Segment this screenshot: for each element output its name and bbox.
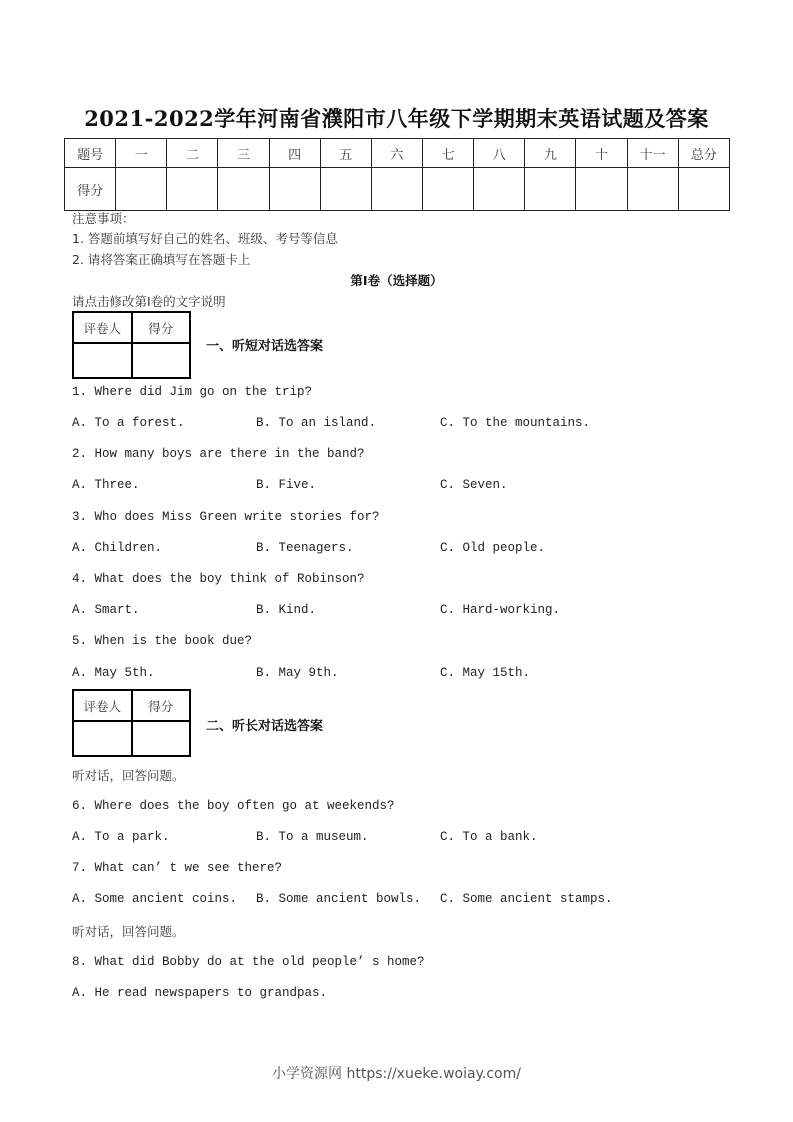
score-cell <box>422 168 473 211</box>
grader-reviewer-cell <box>73 721 132 756</box>
option-a: A. Three. <box>72 478 140 492</box>
part1-title: 第I卷（选择题） <box>350 273 443 288</box>
question: 4. What does the boy think of Robinson? <box>72 572 365 586</box>
grader-box <box>72 311 191 379</box>
option-b: B. Some ancient bowls. <box>256 892 422 906</box>
score-cell <box>525 168 576 211</box>
question: 5. When is the book due? <box>72 634 253 648</box>
question: 3. Who does Miss Green write stories for? <box>72 510 380 524</box>
section-title: 一、听短对话选答案 <box>206 339 324 354</box>
instruction: 听对话，回答问题。 <box>72 924 185 939</box>
notes-item: 2. 请将答案正确填写在答题卡上 <box>72 252 251 267</box>
grader-reviewer-label: 评卷人 <box>73 690 132 721</box>
score-header-cell: 六 <box>371 139 422 168</box>
question-options <box>72 603 672 619</box>
option-b: B. Five. <box>256 478 317 492</box>
score-header-cell: 七 <box>422 139 473 168</box>
option-b: B. Teenagers. <box>256 541 354 555</box>
grader-reviewer-label: 评卷人 <box>73 312 132 343</box>
question-options <box>72 541 672 557</box>
option-b: B. May 9th. <box>256 666 339 680</box>
question-options <box>72 986 672 1002</box>
score-header-cell: 总分 <box>678 139 729 168</box>
instruction: 听对话，回答问题。 <box>72 768 185 783</box>
option-a: A. To a forest. <box>72 416 185 430</box>
question-options <box>72 892 672 908</box>
question: 8. What did Bobby do at the old people’ s home? <box>72 955 425 969</box>
grader-score-label: 得分 <box>132 312 191 343</box>
score-table-score-row <box>65 168 730 211</box>
option-c: C. Hard-working. <box>440 603 561 617</box>
score-header-cell: 二 <box>167 139 218 168</box>
grader-score-cell <box>132 343 191 378</box>
grader-score-cell <box>132 721 191 756</box>
score-row-label: 得分 <box>65 168 116 211</box>
score-cell <box>474 168 525 211</box>
score-cell <box>576 168 627 211</box>
notes-heading: 注意事项： <box>72 211 135 226</box>
section-title: 二、听长对话选答案 <box>206 719 324 734</box>
score-header-cell: 十一 <box>627 139 678 168</box>
option-a: A. He read newspapers to grandpas. <box>72 986 328 1000</box>
question-options <box>72 416 672 432</box>
option-a: A. Children. <box>72 541 163 555</box>
question: 1. Where did Jim go on the trip? <box>72 385 313 399</box>
score-cell <box>627 168 678 211</box>
score-cell <box>167 168 218 211</box>
option-a: A. May 5th. <box>72 666 155 680</box>
score-header-cell: 一 <box>116 139 167 168</box>
score-header-cell: 题号 <box>65 139 116 168</box>
notes-item: 1. 答题前填写好自己的姓名、班级、考号等信息 <box>72 231 338 246</box>
option-b: B. To a museum. <box>256 830 369 844</box>
option-a: A. Some ancient coins. <box>72 892 238 906</box>
score-cell <box>269 168 320 211</box>
score-cell <box>371 168 422 211</box>
score-header-cell: 十 <box>576 139 627 168</box>
score-cell <box>116 168 167 211</box>
option-c: C. To a bank. <box>440 830 538 844</box>
score-header-cell: 四 <box>269 139 320 168</box>
option-a: A. Smart. <box>72 603 140 617</box>
score-cell <box>218 168 269 211</box>
score-cell <box>320 168 371 211</box>
score-header-cell: 九 <box>525 139 576 168</box>
option-c: C. To the mountains. <box>440 416 591 430</box>
grader-score-label: 得分 <box>132 690 191 721</box>
score-cell <box>678 168 729 211</box>
option-b: B. To an island. <box>256 416 377 430</box>
question: 6. Where does the boy often go at weekends? <box>72 799 395 813</box>
option-c: C. Seven. <box>440 478 508 492</box>
question: 7. What can’ t we see there? <box>72 861 283 875</box>
score-header-cell: 八 <box>474 139 525 168</box>
option-c: C. May 15th. <box>440 666 531 680</box>
option-b: B. Kind. <box>256 603 317 617</box>
part1-description: 请点击修改第I卷的文字说明 <box>72 294 226 309</box>
question: 2. How many boys are there in the band? <box>72 447 365 461</box>
option-a: A. To a park. <box>72 830 170 844</box>
score-header-cell: 五 <box>320 139 371 168</box>
grader-box <box>72 689 191 757</box>
option-c: C. Old people. <box>440 541 546 555</box>
option-c: C. Some ancient stamps. <box>440 892 613 906</box>
question-options <box>72 478 672 494</box>
score-table-header-row <box>65 139 730 168</box>
score-header-cell: 三 <box>218 139 269 168</box>
grader-reviewer-cell <box>73 343 132 378</box>
question-options <box>72 666 672 682</box>
document-title: 2021-2022学年河南省濮阳市八年级下学期期末英语试题及答案 <box>84 106 709 131</box>
question-options <box>72 830 672 846</box>
score-table <box>64 138 730 211</box>
footer-watermark: 小学资源网 https://xueke.woiay.com/ <box>272 1066 521 1082</box>
